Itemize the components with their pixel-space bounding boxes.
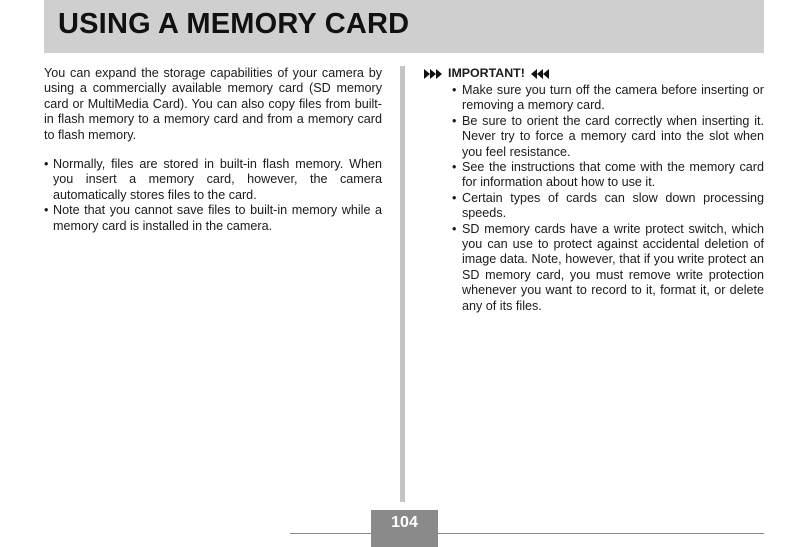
bullet-icon: • (452, 190, 457, 205)
important-text: Certain types of cards can slow down processing speeds. (462, 190, 764, 221)
important-text: Make sure you turn off the camera before inserting or removing a memory card. (462, 83, 764, 113)
footer-rule (290, 533, 764, 534)
bullet-icon: • (452, 160, 457, 175)
bullet-icon: • (44, 203, 49, 218)
bullet-icon: • (452, 83, 457, 97)
list-item (44, 157, 382, 203)
title-bar (44, 0, 764, 53)
note-text: Note that you cannot save files to built-in memory while a memory card is installed in the camera. (53, 203, 382, 233)
column-divider (400, 66, 405, 502)
arrow-right-icon (424, 69, 442, 79)
list-item (452, 222, 764, 314)
important-text: SD memory cards have a write protect switch, which you can use to protect against accidental deletion of image data. Note, however, that if you write protect an SD memory card, you must remove write protection whenever you want to record to it, format it, or delete any of its files. (462, 221, 764, 313)
note-text: Normally, files are stored in built-in flash memory. When you insert a memory card, however, the camera automatically stores files to the card. (53, 157, 382, 202)
list-item (44, 203, 382, 234)
list-item (452, 114, 764, 160)
left-column (44, 66, 382, 234)
page-title: USING A MEMORY CARD (58, 8, 410, 40)
important-list (452, 83, 764, 314)
list-item (452, 191, 764, 222)
bullet-icon: • (452, 221, 457, 236)
list-item (452, 160, 764, 191)
bullet-icon: • (452, 113, 457, 128)
bullet-icon: • (44, 157, 49, 172)
important-text: Be sure to orient the card correctly when inserting it. Never try to force a memory card into the slot when you feel resistance. (462, 113, 764, 159)
important-label: IMPORTANT! (448, 65, 525, 80)
page-number: 104 (391, 514, 418, 531)
list-item (452, 83, 764, 114)
notes-list (44, 157, 382, 234)
intro-paragraph: You can expand the storage capabilities of your camera by using a commercially available memory card (SD memory card or MultiMedia Card). You can also copy files from built-in flash memory to a memory card and from a memory card to flash memory. (44, 66, 382, 142)
important-heading (424, 66, 764, 81)
right-column (424, 66, 764, 314)
arrow-left-icon (531, 69, 549, 79)
important-text: See the instructions that come with the memory card for information about how to use it. (462, 160, 764, 190)
